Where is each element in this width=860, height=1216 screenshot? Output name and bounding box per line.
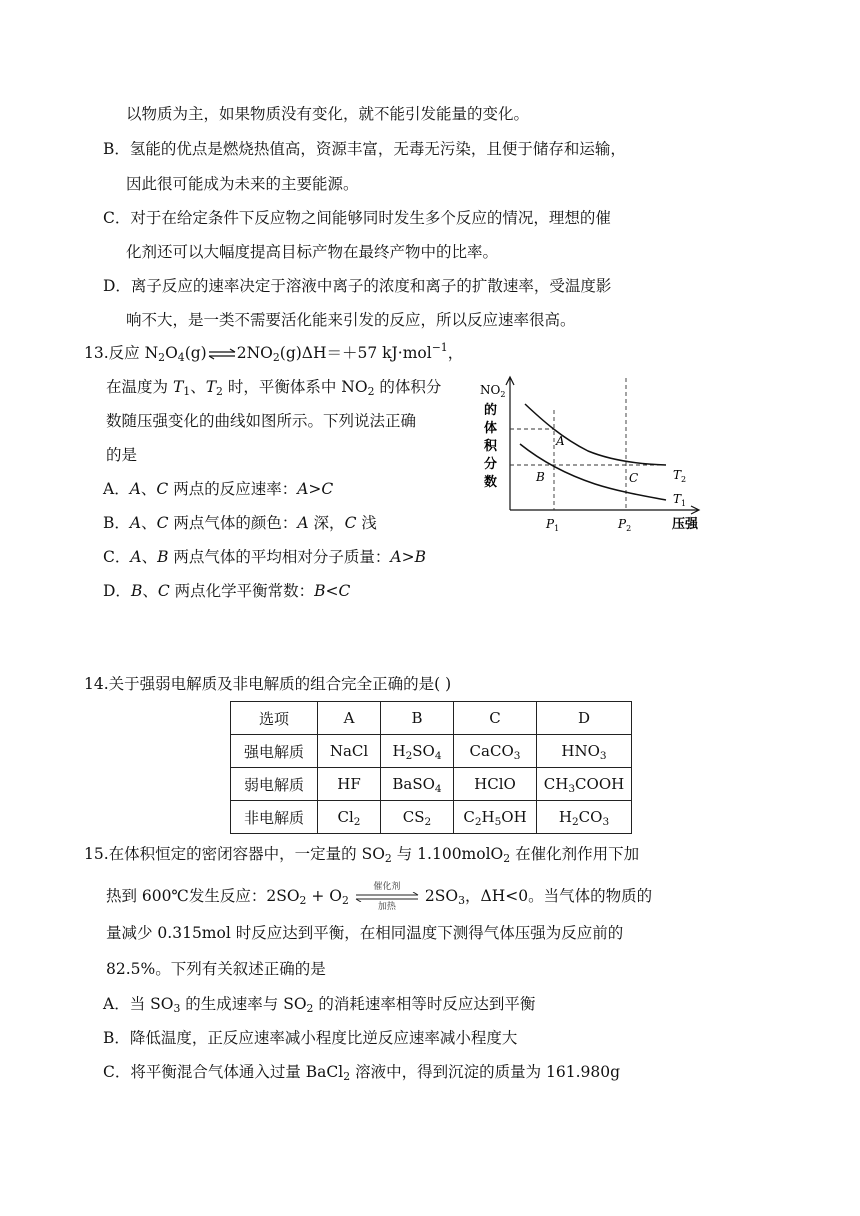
q13-reactant: $N_2O_4(g)$ — [144, 344, 207, 364]
q13-stem-prefix: 反应 — [108, 344, 145, 362]
electrolyte-table — [230, 701, 632, 834]
graph-point-c-label: C — [629, 471, 639, 485]
graph-tick-p1: $P_1$ — [546, 517, 560, 533]
q13-option-b: B．A、C 两点气体的颜色：A 深，C 浅 — [103, 514, 377, 532]
table-cell: HClO — [454, 768, 537, 801]
q15-stem-line2: 热到 600℃发生反应：$2SO_2 + O_2$ 催化剂 加热 $2SO_3$，ΔH<0。当气体的物质的 — [106, 882, 653, 912]
table-row — [231, 801, 632, 834]
q15-stem-line4: 82.5%。下列有关叙述正确的是 — [106, 960, 326, 978]
graph-curve-t2-label: $T_2$ — [673, 468, 687, 484]
table-header-cell: 选项 — [231, 702, 318, 735]
q13-enthalpy: ΔH＝＋57 kJ·mol$^{-1}$， — [301, 341, 464, 362]
q15-stem-line3: 量减少 0.315mol 时反应达到平衡，在相同温度下测得气体压强为反应前的 — [106, 924, 624, 942]
table-row — [231, 735, 632, 768]
q15-option-a: A．当 $SO_3$ 的生成速率与 $SO_2$ 的消耗速率相等时反应达到平衡 — [103, 995, 536, 1015]
q15-stem-line1: 15.在体积恒定的密闭容器中，一定量的 $SO_2$ 与 1.100molO$_2$ 在催化剂作用下加 — [84, 845, 640, 865]
graph-ylabel-char: 积 — [484, 439, 498, 454]
q12-option-c-line1: C．对于在给定条件下反应物之间能够同时发生多个反应的情况，理想的催 — [103, 209, 611, 227]
catalyst-equilibrium-arrow-icon — [353, 882, 421, 912]
q13-option-c: C．A、B 两点气体的平均相对分子质量：A>B — [103, 548, 426, 566]
q15-option-b: B．降低温度，正反应速率减小程度比逆反应速率减小程度大 — [103, 1029, 518, 1047]
table-cell: $HNO_3$ — [537, 735, 632, 768]
q13-stem-line2: 在温度为 $T_1$、$T_2$ 时，平衡体系中 $NO_2$ 的体积分 — [106, 378, 442, 398]
table-cell: BaSO$_4$ — [381, 768, 454, 801]
table-row-label: 非电解质 — [231, 801, 318, 834]
table-row — [231, 702, 632, 735]
table-cell: HF — [318, 768, 381, 801]
q13-stem-line4: 的是 — [106, 446, 138, 464]
table-header-cell: A — [318, 702, 381, 735]
q13-number: 13. — [84, 344, 109, 362]
table-cell: CaCO$_3$ — [454, 735, 537, 768]
graph-ylabel-char: 的 — [484, 403, 498, 418]
q12-option-d-line2: 响不大，是一类不需要活化能来引发的反应，所以反应速率很高。 — [126, 311, 576, 329]
arrow-condition-top: 催化剂 — [373, 882, 401, 892]
q12-continued-line: 以物质为主，如果物质没有变化，就不能引发能量的变化。 — [126, 105, 530, 123]
table-header-cell: C — [454, 702, 537, 735]
graph-ylabel-top: $NO_2$ — [480, 383, 506, 399]
q13-graph — [470, 368, 720, 543]
table-header-cell: D — [537, 702, 632, 735]
q12-option-c-line2: 化剂还可以大幅度提高目标产物在最终产物中的比率。 — [126, 243, 499, 261]
q13-option-a: A．A、C 两点的反应速率：A>C — [103, 480, 334, 498]
q13-stem-line1 — [84, 342, 463, 364]
graph-curve-t2 — [525, 404, 666, 465]
graph-point-b-label: B — [536, 470, 545, 484]
equilibrium-arrow-icon — [207, 348, 237, 360]
table-cell: $H_2CO_3$ — [537, 801, 632, 834]
q12-option-b-line1: B．氢能的优点是燃烧热值高，资源丰富，无毒无污染，且便于储存和运输， — [103, 140, 626, 158]
q14-stem: 14.关于强弱电解质及非电解质的组合完全正确的是( ) — [84, 675, 452, 693]
table-row-label: 弱电解质 — [231, 768, 318, 801]
table-cell: NaCl — [318, 735, 381, 768]
graph-ylabel-char: 体 — [484, 421, 498, 436]
table-header-cell: B — [381, 702, 454, 735]
graph-xlabel: 压强 — [672, 517, 699, 532]
graph-tick-p2: $P_2$ — [618, 517, 632, 533]
table-cell: $H_2SO_4$ — [381, 735, 454, 768]
graph-ylabel-char: 数 — [484, 475, 498, 490]
q15-option-c: C．将平衡混合气体通入过量 BaCl$_2$ 溶液中，得到沉淀的质量为 161.980g — [103, 1063, 621, 1083]
table-row — [231, 768, 632, 801]
q13-product: $2NO_2(g)$ — [236, 344, 302, 364]
table-cell: $C_2H_5OH$ — [454, 801, 537, 834]
q12-option-d-line1: D．离子反应的速率决定于溶液中离子的浓度和离子的扩散速率，受温度影 — [103, 277, 612, 295]
graph-point-a-label: A — [556, 434, 565, 448]
table-cell: $CH_3COOH$ — [537, 768, 632, 801]
graph-ylabel-char: 分 — [484, 457, 498, 472]
table-row-label: 强电解质 — [231, 735, 318, 768]
arrow-condition-bottom: 加热 — [377, 902, 396, 912]
table-cell: $CS_2$ — [381, 801, 454, 834]
graph-curve-t1-label: $T_1$ — [673, 492, 687, 508]
q13-option-d: D．B、C 两点化学平衡常数：B<C — [103, 582, 351, 600]
q13-stem-line3: 数随压强变化的曲线如图所示。下列说法正确 — [106, 412, 417, 430]
table-cell: $Cl_2$ — [318, 801, 381, 834]
q12-option-b-line2: 因此很可能成为未来的主要能源。 — [126, 175, 359, 193]
